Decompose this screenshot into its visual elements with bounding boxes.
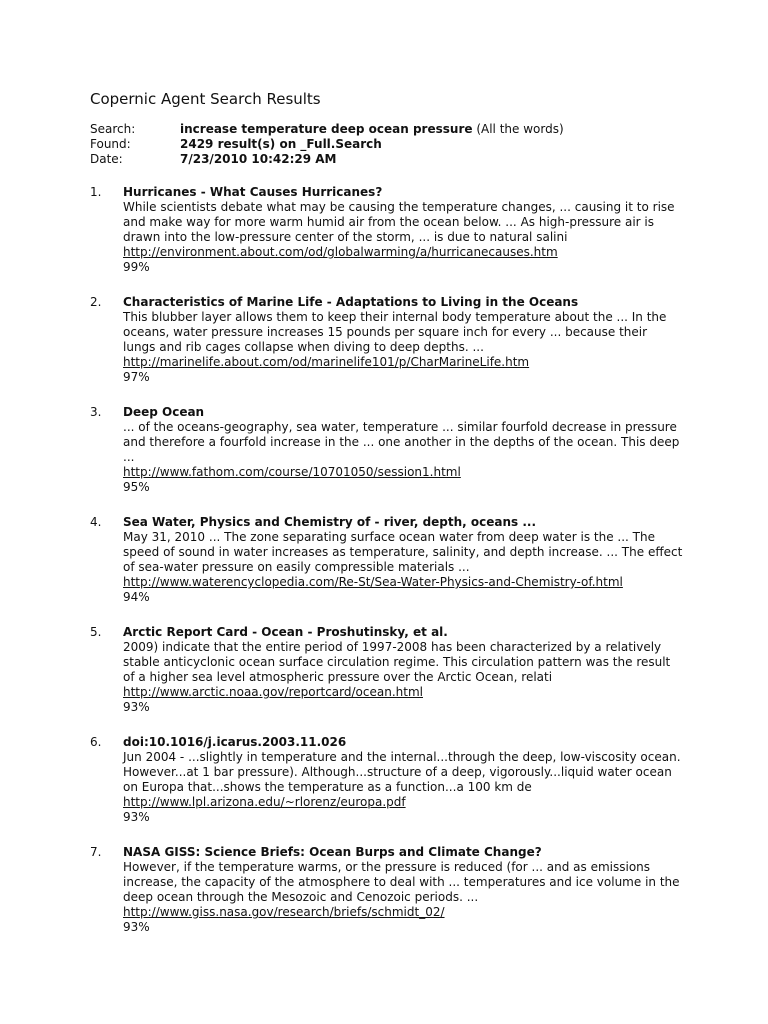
result-body <box>123 185 683 275</box>
search-value <box>180 122 564 137</box>
document-page <box>90 89 690 955</box>
result-item <box>90 295 690 385</box>
result-number: 5. <box>90 625 102 639</box>
search-row <box>90 122 690 137</box>
result-item <box>90 625 690 715</box>
result-snippet: 2009) indicate that the entire period of 1997-2008 has been characterized by a relatively stable anticyclonic ocean surface circulation regime. This circulation pattern was the result of a higher sea level atmospheric pressure over the Arctic Ocean, relati <box>123 640 671 684</box>
results-list <box>90 185 690 935</box>
result-number: 2. <box>90 295 102 309</box>
result-item <box>90 735 690 825</box>
result-score: 93% <box>123 810 150 824</box>
result-score: 99% <box>123 260 150 274</box>
result-item <box>90 185 690 275</box>
result-score: 97% <box>123 370 150 384</box>
result-url-link[interactable]: http://www.waterencyclopedia.com/Re-St/Sea-Water-Physics-and-Chemistry-of.html <box>123 575 623 589</box>
result-body <box>123 515 683 605</box>
result-number: 7. <box>90 845 102 859</box>
date-row <box>90 152 690 167</box>
result-title: Characteristics of Marine Life - Adaptations to Living in the Oceans <box>123 295 579 309</box>
result-body <box>123 845 683 935</box>
page-title: Copernic Agent Search Results <box>90 90 321 108</box>
result-title: Arctic Report Card - Ocean - Proshutinsky, et al. <box>123 625 448 639</box>
result-snippet: ... of the oceans-geography, sea water, temperature ... similar fourfold decrease in pressure and therefore a fourfold increase in the ... one another in the depths of the ocean. This deep ... <box>123 420 680 464</box>
result-url-link[interactable]: http://www.fathom.com/course/10701050/session1.html <box>123 465 461 479</box>
result-url-link[interactable]: http://www.lpl.arizona.edu/~rlorenz/europa.pdf <box>123 795 406 809</box>
result-body <box>123 295 683 385</box>
result-url-link[interactable]: http://environment.about.com/od/globalwarming/a/hurricanecauses.htm <box>123 245 558 259</box>
result-title: NASA GISS: Science Briefs: Ocean Burps and Climate Change? <box>123 845 542 859</box>
result-body <box>123 405 683 495</box>
date-value: 7/23/2010 10:42:29 AM <box>180 152 337 166</box>
search-query: increase temperature deep ocean pressure <box>180 122 473 136</box>
found-value: 2429 result(s) on _Full.Search <box>180 137 382 151</box>
found-label: Found: <box>90 137 131 151</box>
result-snippet: While scientists debate what may be causing the temperature changes, ... causing it to rise and make way for more warm humid air from the ocean below. ... As high-pressure air is drawn into the low-pressure center of the storm, ... is due to natural salini <box>123 200 675 244</box>
result-url-link[interactable]: http://www.arctic.noaa.gov/reportcard/ocean.html <box>123 685 423 699</box>
result-title: Sea Water, Physics and Chemistry of - river, depth, oceans ... <box>123 515 537 529</box>
result-title: Deep Ocean <box>123 405 205 419</box>
search-meta <box>90 122 690 167</box>
result-snippet: However, if the temperature warms, or the pressure is reduced (for ... and as emissions increase, the capacity of the atmosphere to deal with ... temperatures and ice volume in the deep ocean through the Mesozoic and Cenozoic periods. ... <box>123 860 680 904</box>
result-score: 95% <box>123 480 150 494</box>
result-snippet: This blubber layer allows them to keep their internal body temperature about the ... In the oceans, water pressure increases 15 pounds per square inch for every ... because their lungs and rib cages collapse when diving to deep depths. ... <box>123 310 667 354</box>
result-snippet: May 31, 2010 ... The zone separating surface ocean water from deep water is the ... The speed of sound in water increases as temperature, salinity, and depth increase. ... The effect of sea-water pressure on easily compressible materials ... <box>123 530 683 574</box>
result-score: 93% <box>123 700 150 714</box>
result-score: 93% <box>123 920 150 934</box>
result-snippet: Jun 2004 - ...slightly in temperature and the internal...through the deep, low-viscosity ocean. However...at 1 bar pressure). Although...structure of a deep, vigorously...liquid water ocean on Europa that...shows the temperature as a function...a 100 km de <box>123 750 681 794</box>
result-body <box>123 625 683 715</box>
result-score: 94% <box>123 590 150 604</box>
result-url-link[interactable]: http://marinelife.about.com/od/marinelife101/p/CharMarineLife.htm <box>123 355 530 369</box>
result-number: 4. <box>90 515 102 529</box>
result-item <box>90 405 690 495</box>
date-label: Date: <box>90 152 123 166</box>
result-body <box>123 735 683 825</box>
search-mode: (All the words) <box>476 122 564 136</box>
result-item <box>90 845 690 935</box>
result-number: 6. <box>90 735 102 749</box>
result-url-link[interactable]: http://www.giss.nasa.gov/research/briefs/schmidt_02/ <box>123 905 445 919</box>
result-title: Hurricanes - What Causes Hurricanes? <box>123 185 383 199</box>
result-number: 1. <box>90 185 102 199</box>
result-item <box>90 515 690 605</box>
search-label: Search: <box>90 122 136 136</box>
found-row <box>90 137 690 152</box>
result-title: doi:10.1016/j.icarus.2003.11.026 <box>123 735 347 749</box>
result-number: 3. <box>90 405 102 419</box>
